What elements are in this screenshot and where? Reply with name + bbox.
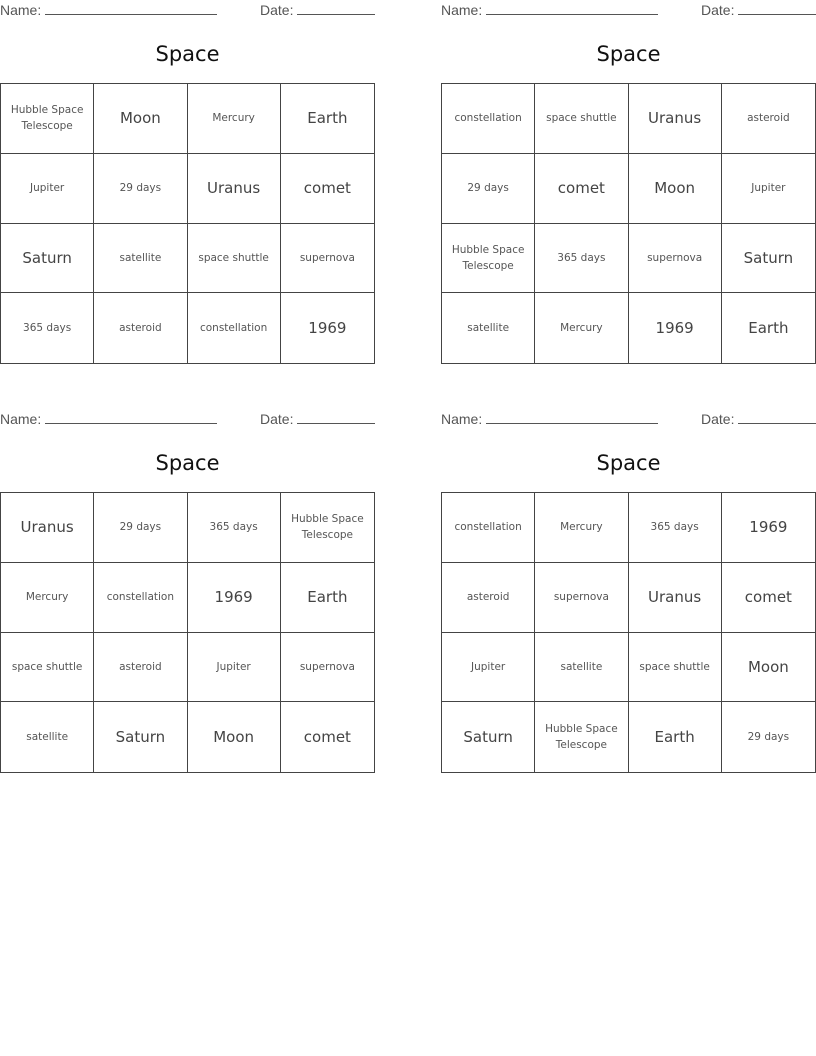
bingo-cell[interactable]: Moon (629, 154, 722, 224)
bingo-cell[interactable]: space shuttle (535, 84, 628, 154)
bingo-cell[interactable]: supernova (535, 563, 628, 633)
bingo-cell[interactable]: Uranus (629, 84, 722, 154)
name-label: Name: (441, 411, 483, 427)
bingo-cell[interactable]: Uranus (1, 493, 94, 563)
bingo-cell[interactable]: Hubble Space Telescope (281, 493, 374, 563)
date-field[interactable] (701, 2, 816, 18)
bingo-cell[interactable]: Hubble Space Telescope (442, 224, 535, 294)
bingo-cell[interactable]: 365 days (535, 224, 628, 294)
bingo-card (441, 409, 816, 782)
bingo-cell[interactable]: asteroid (94, 633, 187, 703)
bingo-cell[interactable]: comet (303, 728, 351, 747)
bingo-cell[interactable]: 29 days (94, 154, 187, 224)
card-title: Space (155, 42, 220, 66)
bingo-cell[interactable]: comet (281, 154, 374, 224)
bingo-cell[interactable]: Earth (629, 702, 722, 772)
name-label: Name: (0, 2, 42, 18)
date-blank-line[interactable] (297, 2, 375, 15)
date-field[interactable] (260, 2, 375, 18)
bingo-cell[interactable]: supernova (281, 224, 374, 294)
date-field[interactable] (260, 411, 375, 427)
bingo-cell[interactable]: comet (722, 563, 815, 633)
name-field[interactable] (0, 411, 217, 427)
bingo-cell[interactable]: Saturn (442, 702, 535, 772)
date-label: Date: (701, 2, 735, 18)
bingo-cell[interactable]: Moon (722, 633, 815, 703)
bingo-cell[interactable]: 29 days (94, 493, 187, 563)
bingo-cell[interactable]: 1969 (629, 293, 722, 363)
name-field[interactable] (441, 2, 658, 18)
bingo-cell[interactable]: satellite (94, 224, 187, 294)
name-blank-line[interactable] (45, 411, 217, 424)
bingo-cell[interactable]: 365 days (1, 293, 94, 363)
bingo-cell[interactable]: 29 days (442, 154, 535, 224)
bingo-cell[interactable]: 365 days (188, 493, 281, 563)
bingo-cell[interactable]: 1969 (308, 319, 347, 338)
name-field[interactable] (441, 411, 658, 427)
bingo-grid (0, 492, 375, 773)
bingo-cell[interactable]: supernova (629, 224, 722, 294)
bingo-cell[interactable]: satellite (1, 702, 94, 772)
date-label: Date: (260, 2, 294, 18)
name-field[interactable] (0, 2, 217, 18)
bingo-cell[interactable]: constellation (188, 293, 281, 363)
card-title: Space (596, 451, 661, 475)
bingo-cell[interactable]: comet (535, 154, 628, 224)
bingo-cell[interactable]: space shuttle (1, 633, 94, 703)
bingo-cell[interactable]: Jupiter (1, 154, 94, 224)
bingo-cell[interactable]: Hubble Space Telescope (535, 702, 628, 772)
bingo-cell[interactable]: Uranus (188, 154, 281, 224)
bingo-cell[interactable]: Uranus (629, 563, 722, 633)
bingo-cell[interactable]: Saturn (722, 224, 815, 294)
date-field[interactable] (701, 411, 816, 427)
bingo-cell[interactable]: Jupiter (188, 633, 281, 703)
card-title: Space (155, 451, 220, 475)
name-blank-line[interactable] (45, 2, 217, 15)
name-blank-line[interactable] (486, 411, 658, 424)
bingo-grid (441, 492, 816, 773)
bingo-cell[interactable]: constellation (442, 84, 535, 154)
bingo-cell[interactable]: 1969 (188, 563, 281, 633)
bingo-cell[interactable]: Earth (281, 563, 374, 633)
bingo-card (0, 0, 375, 373)
bingo-cell[interactable]: satellite (535, 633, 628, 703)
bingo-cell[interactable]: supernova (281, 633, 374, 703)
bingo-cell[interactable]: Mercury (188, 84, 281, 154)
date-label: Date: (260, 411, 294, 427)
card-title: Space (596, 42, 661, 66)
bingo-cell[interactable]: 29 days (747, 731, 790, 744)
bingo-cell[interactable]: 365 days (629, 493, 722, 563)
bingo-cell[interactable]: Mercury (535, 293, 628, 363)
bingo-cell[interactable]: constellation (442, 493, 535, 563)
date-blank-line[interactable] (738, 411, 816, 424)
bingo-cell[interactable]: Jupiter (722, 154, 815, 224)
bingo-card (0, 409, 375, 782)
bingo-cell[interactable]: Mercury (535, 493, 628, 563)
name-label: Name: (441, 2, 483, 18)
bingo-card (441, 0, 816, 373)
bingo-cell[interactable]: constellation (94, 563, 187, 633)
bingo-cell[interactable]: Hubble Space Telescope (1, 84, 94, 154)
bingo-cell[interactable]: 1969 (722, 493, 815, 563)
bingo-cell[interactable]: Mercury (1, 563, 94, 633)
bingo-cell[interactable]: Earth (748, 319, 789, 338)
bingo-cell[interactable]: space shuttle (629, 633, 722, 703)
bingo-cell[interactable]: Saturn (94, 702, 187, 772)
bingo-cell[interactable]: asteroid (94, 293, 187, 363)
bingo-cell[interactable]: Jupiter (442, 633, 535, 703)
bingo-cell[interactable]: asteroid (442, 563, 535, 633)
date-blank-line[interactable] (738, 2, 816, 15)
bingo-cell[interactable]: Earth (281, 84, 374, 154)
bingo-grid (441, 83, 816, 364)
name-blank-line[interactable] (486, 2, 658, 15)
bingo-cell[interactable]: Saturn (1, 224, 94, 294)
bingo-cell[interactable]: Moon (94, 84, 187, 154)
bingo-cell[interactable]: space shuttle (188, 224, 281, 294)
date-label: Date: (701, 411, 735, 427)
date-blank-line[interactable] (297, 411, 375, 424)
bingo-cell[interactable]: asteroid (722, 84, 815, 154)
bingo-grid (0, 83, 375, 364)
name-label: Name: (0, 411, 42, 427)
bingo-cell[interactable]: satellite (442, 293, 535, 363)
bingo-cell[interactable]: Moon (188, 702, 281, 772)
